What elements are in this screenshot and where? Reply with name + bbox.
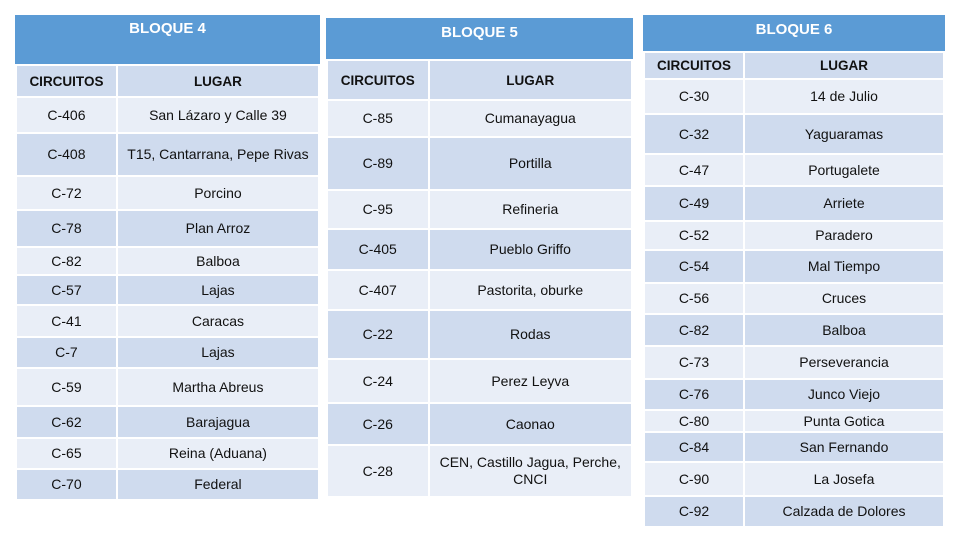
place-name: Punta Gotica [744, 410, 944, 432]
circuit-code: C-41 [16, 305, 117, 337]
table-row [644, 186, 944, 221]
circuit-code: C-52 [644, 221, 744, 250]
table-row [644, 496, 944, 527]
table-row [16, 247, 319, 275]
table-row [644, 432, 944, 462]
circuit-code: C-70 [16, 469, 117, 500]
table-row [327, 270, 632, 310]
circuit-code: C-62 [16, 406, 117, 438]
table-row [644, 346, 944, 379]
circuit-code: C-57 [16, 275, 117, 305]
circuit-code: C-73 [644, 346, 744, 379]
table-row [644, 114, 944, 154]
table-row [644, 410, 944, 432]
header-circuitos: CIRCUITOS [16, 65, 117, 97]
place-name: CEN, Castillo Jagua, Perche, CNCI [429, 445, 633, 497]
block-title: BLOQUE 5 [326, 18, 633, 59]
circuit-code: C-54 [644, 250, 744, 283]
table-row [327, 137, 632, 190]
table-row [16, 368, 319, 406]
place-name: Perez Leyva [429, 359, 633, 403]
circuit-code: C-7 [16, 337, 117, 368]
header-circuitos: CIRCUITOS [644, 52, 744, 79]
place-name: Paradero [744, 221, 944, 250]
circuit-code: C-26 [327, 403, 429, 445]
circuit-table [643, 51, 945, 528]
place-name: Lajas [117, 275, 319, 305]
table-row [644, 250, 944, 283]
circuit-code: C-72 [16, 176, 117, 210]
place-name: Federal [117, 469, 319, 500]
circuit-code: C-56 [644, 283, 744, 314]
table-row [16, 337, 319, 368]
circuit-code: C-47 [644, 154, 744, 186]
place-name: San Lázaro y Calle 39 [117, 97, 319, 133]
table-row [16, 305, 319, 337]
table-row [16, 97, 319, 133]
circuit-code: C-76 [644, 379, 744, 410]
place-name: Plan Arroz [117, 210, 319, 247]
place-name: Yaguaramas [744, 114, 944, 154]
table-row [644, 221, 944, 250]
place-name: 14 de Julio [744, 79, 944, 114]
table-row [644, 79, 944, 114]
header-row [327, 60, 632, 100]
table-row [327, 229, 632, 270]
table-row [327, 403, 632, 445]
place-name: Cruces [744, 283, 944, 314]
place-name: Mal Tiempo [744, 250, 944, 283]
table-row [644, 462, 944, 496]
header-row [644, 52, 944, 79]
circuit-code: C-408 [16, 133, 117, 176]
circuit-code: C-22 [327, 310, 429, 359]
table-row [16, 406, 319, 438]
circuit-code: C-89 [327, 137, 429, 190]
place-name: Arriete [744, 186, 944, 221]
circuit-code: C-85 [327, 100, 429, 137]
bloque-6-table [643, 15, 945, 528]
place-name: Junco Viejo [744, 379, 944, 410]
table-row [327, 359, 632, 403]
circuit-code: C-30 [644, 79, 744, 114]
bloque-4-table [15, 15, 320, 501]
circuit-code: C-65 [16, 438, 117, 469]
place-name: Pueblo Griffo [429, 229, 633, 270]
table-row [644, 314, 944, 346]
table-row [644, 379, 944, 410]
header-lugar: LUGAR [117, 65, 319, 97]
bloque-5-table [326, 18, 633, 498]
circuit-table [326, 59, 633, 498]
table-row [644, 283, 944, 314]
place-name: Calzada de Dolores [744, 496, 944, 527]
place-name: Cumanayagua [429, 100, 633, 137]
table-row [16, 176, 319, 210]
circuit-code: C-82 [644, 314, 744, 346]
place-name: Caonao [429, 403, 633, 445]
place-name: Portilla [429, 137, 633, 190]
header-lugar: LUGAR [429, 60, 633, 100]
place-name: Martha Abreus [117, 368, 319, 406]
header-lugar: LUGAR [744, 52, 944, 79]
place-name: Portugalete [744, 154, 944, 186]
circuit-code: C-407 [327, 270, 429, 310]
header-circuitos: CIRCUITOS [327, 60, 429, 100]
circuit-code: C-84 [644, 432, 744, 462]
table-row [327, 100, 632, 137]
circuit-code: C-82 [16, 247, 117, 275]
place-name: Pastorita, oburke [429, 270, 633, 310]
place-name: Barajagua [117, 406, 319, 438]
place-name: Lajas [117, 337, 319, 368]
circuit-code: C-90 [644, 462, 744, 496]
place-name: Caracas [117, 305, 319, 337]
header-row [16, 65, 319, 97]
table-row [327, 445, 632, 497]
place-name: Balboa [744, 314, 944, 346]
circuit-code: C-92 [644, 496, 744, 527]
circuit-code: C-59 [16, 368, 117, 406]
table-row [16, 469, 319, 500]
table-row [16, 133, 319, 176]
table-row [16, 275, 319, 305]
circuit-code: C-405 [327, 229, 429, 270]
circuit-code: C-28 [327, 445, 429, 497]
place-name: T15, Cantarrana, Pepe Rivas [117, 133, 319, 176]
table-row [327, 190, 632, 229]
table-row [644, 154, 944, 186]
place-name: Balboa [117, 247, 319, 275]
table-row [327, 310, 632, 359]
table-row [16, 438, 319, 469]
circuit-code: C-95 [327, 190, 429, 229]
place-name: Rodas [429, 310, 633, 359]
block-title: BLOQUE 6 [643, 15, 945, 51]
table-row [16, 210, 319, 247]
circuit-code: C-24 [327, 359, 429, 403]
place-name: Refineria [429, 190, 633, 229]
circuit-code: C-78 [16, 210, 117, 247]
circuit-code: C-49 [644, 186, 744, 221]
place-name: San Fernando [744, 432, 944, 462]
circuit-code: C-80 [644, 410, 744, 432]
circuit-code: C-406 [16, 97, 117, 133]
place-name: Reina (Aduana) [117, 438, 319, 469]
place-name: La Josefa [744, 462, 944, 496]
place-name: Porcino [117, 176, 319, 210]
place-name: Perseverancia [744, 346, 944, 379]
block-title: BLOQUE 4 [15, 15, 320, 64]
circuit-code: C-32 [644, 114, 744, 154]
circuit-table [15, 64, 320, 501]
